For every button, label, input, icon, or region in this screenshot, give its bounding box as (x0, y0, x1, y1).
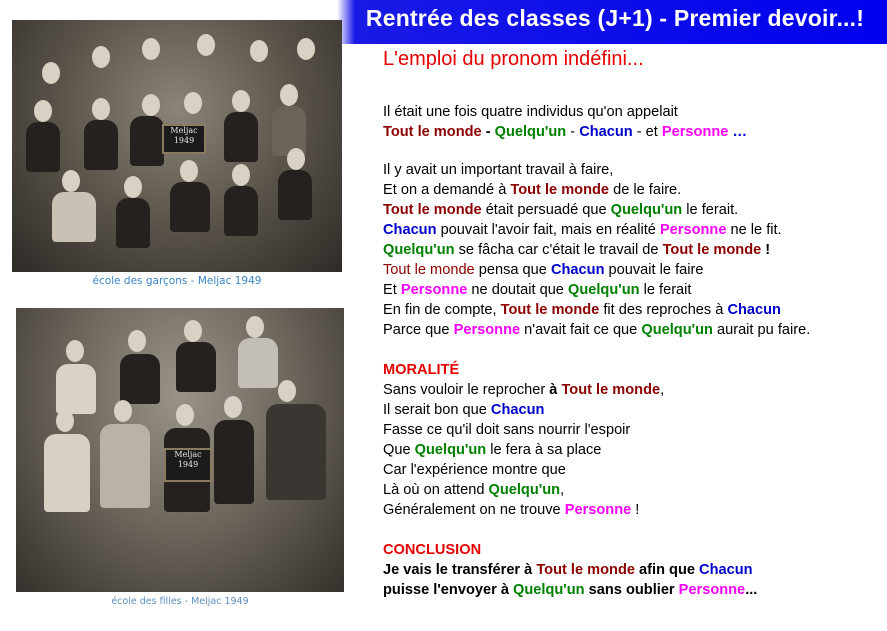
child-head (62, 170, 80, 192)
name-tout-le-monde: Tout le monde (662, 242, 762, 258)
text: , (660, 382, 665, 398)
text: le fera à sa place (486, 442, 602, 458)
name-personne: Personne (400, 282, 468, 298)
child-head (56, 410, 74, 432)
girls-class-photo (16, 308, 344, 614)
text-line (383, 442, 601, 458)
child-head (280, 84, 298, 106)
text-line (383, 402, 544, 418)
child-head (287, 148, 305, 170)
text: Parce que (383, 322, 454, 338)
child-head (92, 98, 110, 120)
child-head (297, 38, 315, 60)
text: Et on a demandé à (383, 182, 511, 198)
text-line (383, 202, 738, 218)
boys-slate: Meljac 1949 (162, 124, 206, 154)
name-quelqu-un: Quelqu'un (641, 322, 713, 338)
child-body (224, 112, 258, 162)
text: ! (631, 502, 640, 518)
text: Je vais le transférer à (383, 562, 537, 578)
text: fit des reproches à (599, 302, 728, 318)
text: pensa que (474, 262, 551, 278)
text-line (383, 242, 770, 258)
text-line (383, 124, 747, 140)
text-line (383, 422, 630, 438)
text: ne doutait que (467, 282, 568, 298)
text: de le faire. (609, 182, 682, 198)
text: Et (383, 282, 401, 298)
child-head (224, 396, 242, 418)
name-personne: Personne (659, 222, 727, 238)
name-quelqu-un: Quelqu'un (488, 482, 561, 498)
child-head (42, 62, 60, 84)
child-body (238, 338, 278, 388)
name-personne: Personne (453, 322, 521, 338)
child-head (142, 94, 160, 116)
text: pouvait le faire (604, 262, 704, 278)
child-body (44, 434, 90, 512)
boys-photo-caption: école des garçons - Meljac 1949 (92, 275, 262, 287)
text-line (383, 182, 681, 198)
name-tout-le-monde: Tout le monde (383, 202, 482, 218)
child-head (232, 164, 250, 186)
girls-slate: Meljac 1949 (164, 448, 212, 482)
text: Car l'expérience montre que (383, 462, 566, 478)
child-head (184, 92, 202, 114)
name-personne: Personne (564, 502, 632, 518)
text: le ferait. (682, 202, 739, 218)
boys-photo-image (12, 20, 342, 272)
child-head (278, 380, 296, 402)
child-body (278, 170, 312, 220)
child-head (250, 40, 268, 62)
name-quelqu-un: Quelqu'un (383, 242, 455, 258)
text-line (383, 382, 664, 398)
name-chacun: Chacun (383, 222, 437, 238)
child-body (266, 404, 326, 500)
text: Généralement on ne trouve (383, 502, 565, 518)
name-quelqu-un: Quelqu'un (414, 442, 487, 458)
child-head (124, 176, 142, 198)
separator: - et (632, 124, 662, 140)
name-quelqu-un: Quelqu'un (610, 202, 683, 218)
name-quelqu-un: Quelqu'un (513, 582, 585, 598)
child-body (214, 420, 254, 504)
name-chacun: Chacun (550, 262, 605, 278)
text: sans oublier (584, 582, 679, 598)
child-head (114, 400, 132, 422)
child-head (128, 330, 146, 352)
text: Fasse ce qu'il doit sans nourrir l'espoir (383, 422, 631, 438)
name-chacun: Chacun (490, 402, 545, 418)
name-quelqu-un: Quelqu'un (567, 282, 640, 298)
child-head (142, 38, 160, 60)
girls-photo-caption: école des filles - Meljac 1949 (111, 596, 249, 607)
separator: - (566, 124, 580, 140)
child-head (34, 100, 52, 122)
text: à (549, 382, 562, 398)
child-body (224, 186, 258, 236)
text: pouvait l'avoir fait, mais en réalité (436, 222, 660, 238)
child-head (246, 316, 264, 338)
child-body (116, 198, 150, 248)
text: ne le fit. (726, 222, 782, 238)
name-tout-le-monde: Tout le monde (561, 382, 661, 398)
section-subtitle: L'emploi du pronom indéfini... (383, 48, 644, 70)
text: afin que (634, 562, 700, 578)
text: Il y avait un important travail à faire, (383, 162, 614, 178)
text-line (383, 104, 678, 120)
ellipsis: … (728, 124, 748, 140)
name-chacun: Chacun (727, 302, 781, 318)
name-tout-le-monde: Tout le monde (500, 302, 600, 318)
morale-heading: MORALITÉ (383, 362, 460, 378)
text-line (383, 222, 782, 238)
name-personne: Personne (661, 124, 729, 140)
name-chacun: Chacun (579, 124, 633, 140)
name-quelqu-un: Quelqu'un (494, 124, 567, 140)
text: Sans vouloir le reprocher (383, 382, 550, 398)
name-tout-le-monde: Tout le monde (510, 182, 610, 198)
child-body (120, 354, 160, 404)
child-body (26, 122, 60, 172)
text-line (383, 462, 566, 478)
child-head (92, 46, 110, 68)
text-line (383, 582, 757, 598)
name-chacun: Chacun (699, 562, 753, 578)
text-line (383, 502, 639, 518)
child-body (130, 116, 164, 166)
child-head (66, 340, 84, 362)
child-body (176, 342, 216, 392)
text: se fâcha car c'était le travail de (454, 242, 663, 258)
text: ... (745, 582, 758, 598)
text: était persuadé que (481, 202, 611, 218)
name-tout-le-monde: Tout le monde (536, 562, 635, 578)
text: Là où on attend (383, 482, 489, 498)
text: , (560, 482, 565, 498)
text: Que (383, 442, 415, 458)
child-body (272, 106, 306, 156)
text-line (383, 282, 691, 298)
text-line (383, 322, 810, 338)
child-body (52, 192, 96, 242)
text-line (383, 482, 564, 498)
child-head (184, 320, 202, 342)
separator: - (481, 124, 495, 140)
text: Il serait bon que (383, 402, 491, 418)
text: ! (761, 242, 771, 258)
girls-photo-image (16, 308, 344, 592)
text: En fin de compte, (383, 302, 501, 318)
text: n'avait fait ce que (520, 322, 642, 338)
name-personne: Personne (678, 582, 746, 598)
child-head (232, 90, 250, 112)
child-body (100, 424, 150, 508)
name-tout-le-monde: Tout le monde (383, 124, 482, 140)
child-head (176, 404, 194, 426)
text: Il était une fois quatre individus qu'on appelait (383, 104, 678, 120)
conclusion-heading: CONCLUSION (383, 542, 482, 558)
child-body (170, 182, 210, 232)
text-line (383, 562, 753, 578)
text-line (383, 262, 703, 278)
child-body (56, 364, 96, 414)
name-tout-le-monde: Tout le monde (383, 262, 475, 278)
child-head (180, 160, 198, 182)
text: puisse l'envoyer à (383, 582, 514, 598)
text: aurait pu faire. (712, 322, 811, 338)
text-line (383, 302, 781, 318)
boys-class-photo (12, 20, 342, 292)
text: le ferait (639, 282, 692, 298)
child-body (84, 120, 118, 170)
child-head (197, 34, 215, 56)
text-line (383, 162, 613, 178)
page-title: Rentrée des classes (J+1) - Premier devoir...! (365, 5, 865, 31)
